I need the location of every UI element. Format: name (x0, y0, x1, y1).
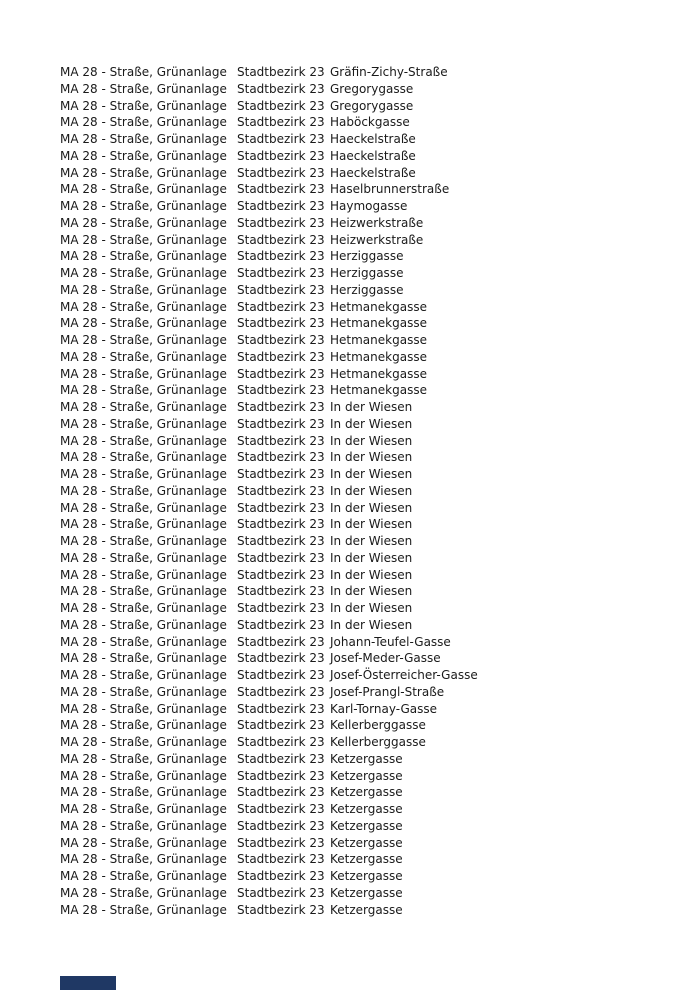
street-name-cell: Ketzergasse (330, 902, 403, 917)
street-name-cell: Gregorygasse (330, 81, 414, 96)
street-row (60, 734, 680, 751)
district-cell: Stadtbezirk 23 (237, 835, 325, 850)
district-cell: Stadtbezirk 23 (237, 584, 325, 599)
district-cell: Stadtbezirk 23 (237, 668, 325, 682)
street-list (60, 64, 680, 918)
department-cell: MA 28 - Straße, Grünanlage (60, 383, 227, 398)
street-row (60, 114, 680, 131)
street-name-cell: Haeckelstraße (330, 148, 416, 163)
street-name-cell: Heizwerkstraße (330, 232, 424, 247)
district-cell: Stadtbezirk 23 (237, 601, 325, 615)
street-row (60, 433, 680, 450)
department-cell: MA 28 - Straße, Grünanlage (60, 182, 227, 197)
street-name-cell: Hetmanekgasse (330, 366, 427, 381)
district-cell: Stadtbezirk 23 (237, 215, 325, 230)
street-row (60, 265, 680, 282)
department-cell: MA 28 - Straße, Grünanlage (60, 483, 227, 498)
district-cell: Stadtbezirk 23 (237, 282, 325, 297)
street-name-cell: Hetmanekgasse (330, 333, 427, 347)
department-cell: MA 28 - Straße, Grünanlage (60, 148, 227, 163)
street-name-cell: In der Wiesen (330, 416, 413, 431)
department-cell: MA 28 - Straße, Grünanlage (60, 299, 227, 314)
department-cell: MA 28 - Straße, Grünanlage (60, 81, 227, 96)
street-name-cell: Ketzergasse (330, 768, 403, 783)
department-cell: MA 28 - Straße, Grünanlage (60, 266, 227, 280)
street-name-cell: Haymogasse (330, 199, 408, 213)
district-cell: Stadtbezirk 23 (237, 433, 325, 448)
street-name-cell: In der Wiesen (330, 500, 413, 515)
department-cell: MA 28 - Straße, Grünanlage (60, 818, 227, 833)
district-cell: Stadtbezirk 23 (237, 81, 325, 96)
street-name-cell: In der Wiesen (330, 567, 413, 582)
department-cell: MA 28 - Straße, Grünanlage (60, 751, 227, 766)
department-cell: MA 28 - Straße, Grünanlage (60, 835, 227, 850)
street-row (60, 851, 680, 868)
street-row (60, 550, 680, 567)
street-row (60, 332, 680, 349)
street-row (60, 98, 680, 115)
department-cell: MA 28 - Straße, Grünanlage (60, 534, 227, 548)
district-cell: Stadtbezirk 23 (237, 550, 325, 565)
department-cell: MA 28 - Straße, Grünanlage (60, 115, 227, 130)
street-name-cell: In der Wiesen (330, 467, 413, 481)
department-cell: MA 28 - Straße, Grünanlage (60, 701, 227, 716)
street-row (60, 868, 680, 885)
district-cell: Stadtbezirk 23 (237, 751, 325, 766)
department-cell: MA 28 - Straße, Grünanlage (60, 416, 227, 431)
street-name-cell: In der Wiesen (330, 534, 413, 548)
department-cell: MA 28 - Straße, Grünanlage (60, 550, 227, 565)
district-cell: Stadtbezirk 23 (237, 182, 325, 197)
street-row (60, 500, 680, 517)
street-name-cell: Ketzergasse (330, 835, 403, 850)
street-name-cell: Kellerberggasse (330, 735, 426, 749)
department-cell: MA 28 - Straße, Grünanlage (60, 885, 227, 900)
district-cell: Stadtbezirk 23 (237, 316, 325, 331)
department-cell: MA 28 - Straße, Grünanlage (60, 735, 227, 749)
district-cell: Stadtbezirk 23 (237, 768, 325, 783)
street-name-cell: In der Wiesen (330, 601, 413, 615)
street-name-cell: Gregorygasse (330, 98, 414, 113)
district-cell: Stadtbezirk 23 (237, 115, 325, 130)
street-row (60, 232, 680, 249)
street-name-cell: Hetmanekgasse (330, 299, 427, 314)
district-cell: Stadtbezirk 23 (237, 165, 325, 180)
district-cell: Stadtbezirk 23 (237, 500, 325, 515)
district-cell: Stadtbezirk 23 (237, 148, 325, 163)
street-row (60, 617, 680, 634)
department-cell: MA 28 - Straße, Grünanlage (60, 98, 227, 113)
street-name-cell: In der Wiesen (330, 433, 413, 448)
street-row (60, 567, 680, 584)
street-name-cell: Ketzergasse (330, 785, 403, 800)
department-cell: MA 28 - Straße, Grünanlage (60, 450, 227, 465)
department-cell: MA 28 - Straße, Grünanlage (60, 132, 227, 146)
department-cell: MA 28 - Straße, Grünanlage (60, 366, 227, 381)
department-cell: MA 28 - Straße, Grünanlage (60, 249, 227, 264)
street-row (60, 148, 680, 165)
department-cell: MA 28 - Straße, Grünanlage (60, 651, 227, 666)
district-cell: Stadtbezirk 23 (237, 718, 325, 733)
district-cell: Stadtbezirk 23 (237, 885, 325, 900)
district-cell: Stadtbezirk 23 (237, 567, 325, 582)
street-row (60, 717, 680, 734)
department-cell: MA 28 - Straße, Grünanlage (60, 768, 227, 783)
street-row (60, 81, 680, 98)
street-row (60, 399, 680, 416)
street-row (60, 181, 680, 198)
street-name-cell: Heizwerkstraße (330, 215, 424, 230)
district-cell: Stadtbezirk 23 (237, 366, 325, 381)
district-cell: Stadtbezirk 23 (237, 299, 325, 314)
district-cell: Stadtbezirk 23 (237, 483, 325, 498)
department-cell: MA 28 - Straße, Grünanlage (60, 165, 227, 180)
street-row (60, 282, 680, 299)
district-cell: Stadtbezirk 23 (237, 684, 325, 699)
district-cell: Stadtbezirk 23 (237, 450, 325, 465)
street-name-cell: Ketzergasse (330, 885, 403, 900)
street-name-cell: Herziggasse (330, 249, 404, 264)
street-row (60, 600, 680, 617)
department-cell: MA 28 - Straße, Grünanlage (60, 869, 227, 883)
street-row (60, 449, 680, 466)
department-cell: MA 28 - Straße, Grünanlage (60, 902, 227, 917)
street-name-cell: Ketzergasse (330, 802, 403, 816)
street-row (60, 684, 680, 701)
street-name-cell: Herziggasse (330, 282, 404, 297)
department-cell: MA 28 - Straße, Grünanlage (60, 232, 227, 247)
footer-bar (60, 976, 116, 990)
department-cell: MA 28 - Straße, Grünanlage (60, 500, 227, 515)
street-name-cell: In der Wiesen (330, 584, 413, 599)
street-row (60, 784, 680, 801)
district-cell: Stadtbezirk 23 (237, 98, 325, 113)
street-name-cell: Hetmanekgasse (330, 349, 427, 364)
street-name-cell: In der Wiesen (330, 550, 413, 565)
street-name-cell: Haböckgasse (330, 115, 410, 130)
department-cell: MA 28 - Straße, Grünanlage (60, 199, 227, 213)
street-row (60, 248, 680, 265)
street-name-cell: Hetmanekgasse (330, 383, 427, 398)
district-cell: Stadtbezirk 23 (237, 132, 325, 146)
department-cell: MA 28 - Straße, Grünanlage (60, 668, 227, 682)
street-row (60, 902, 680, 919)
street-row (60, 215, 680, 232)
street-name-cell: Kellerberggasse (330, 718, 426, 733)
street-name-cell: Haeckelstraße (330, 165, 416, 180)
street-name-cell: Ketzergasse (330, 818, 403, 833)
district-cell: Stadtbezirk 23 (237, 735, 325, 749)
street-name-cell: In der Wiesen (330, 517, 413, 532)
street-name-cell: Josef-Österreicher-Gasse (330, 668, 478, 682)
district-cell: Stadtbezirk 23 (237, 467, 325, 481)
street-row (60, 198, 680, 215)
street-row (60, 818, 680, 835)
district-cell: Stadtbezirk 23 (237, 416, 325, 431)
street-name-cell: In der Wiesen (330, 483, 413, 498)
department-cell: MA 28 - Straße, Grünanlage (60, 65, 227, 79)
district-cell: Stadtbezirk 23 (237, 902, 325, 917)
street-row (60, 64, 680, 81)
district-cell: Stadtbezirk 23 (237, 534, 325, 548)
street-row (60, 516, 680, 533)
district-cell: Stadtbezirk 23 (237, 701, 325, 716)
street-name-cell: Johann-Teufel-Gasse (330, 634, 451, 649)
department-cell: MA 28 - Straße, Grünanlage (60, 349, 227, 364)
district-cell: Stadtbezirk 23 (237, 383, 325, 398)
district-cell: Stadtbezirk 23 (237, 852, 325, 867)
department-cell: MA 28 - Straße, Grünanlage (60, 567, 227, 582)
street-name-cell: Herziggasse (330, 266, 404, 280)
district-cell: Stadtbezirk 23 (237, 785, 325, 800)
district-cell: Stadtbezirk 23 (237, 333, 325, 347)
street-name-cell: Gräfin-Zichy-Straße (330, 65, 448, 79)
street-row (60, 768, 680, 785)
district-cell: Stadtbezirk 23 (237, 634, 325, 649)
district-cell: Stadtbezirk 23 (237, 517, 325, 532)
department-cell: MA 28 - Straße, Grünanlage (60, 282, 227, 297)
street-name-cell: Ketzergasse (330, 751, 403, 766)
street-name-cell: In der Wiesen (330, 400, 413, 414)
street-row (60, 701, 680, 718)
street-name-cell: Haeckelstraße (330, 132, 416, 146)
department-cell: MA 28 - Straße, Grünanlage (60, 333, 227, 347)
department-cell: MA 28 - Straße, Grünanlage (60, 517, 227, 532)
street-name-cell: Karl-Tornay-Gasse (330, 701, 438, 716)
street-name-cell: Ketzergasse (330, 852, 403, 867)
district-cell: Stadtbezirk 23 (237, 199, 325, 213)
street-row (60, 801, 680, 818)
street-name-cell: Josef-Meder-Gasse (330, 651, 441, 666)
department-cell: MA 28 - Straße, Grünanlage (60, 601, 227, 615)
street-name-cell: Ketzergasse (330, 869, 403, 883)
department-cell: MA 28 - Straße, Grünanlage (60, 617, 227, 632)
street-name-cell: Haselbrunnerstraße (330, 182, 450, 197)
street-row (60, 751, 680, 768)
street-row (60, 382, 680, 399)
department-cell: MA 28 - Straße, Grünanlage (60, 215, 227, 230)
street-row (60, 349, 680, 366)
department-cell: MA 28 - Straße, Grünanlage (60, 400, 227, 414)
street-row (60, 466, 680, 483)
department-cell: MA 28 - Straße, Grünanlage (60, 467, 227, 481)
street-row (60, 533, 680, 550)
street-row (60, 165, 680, 182)
street-name-cell: In der Wiesen (330, 450, 413, 465)
department-cell: MA 28 - Straße, Grünanlage (60, 802, 227, 816)
department-cell: MA 28 - Straße, Grünanlage (60, 684, 227, 699)
district-cell: Stadtbezirk 23 (237, 249, 325, 264)
department-cell: MA 28 - Straße, Grünanlage (60, 433, 227, 448)
department-cell: MA 28 - Straße, Grünanlage (60, 718, 227, 733)
department-cell: MA 28 - Straße, Grünanlage (60, 316, 227, 331)
district-cell: Stadtbezirk 23 (237, 349, 325, 364)
street-row (60, 366, 680, 383)
street-row (60, 299, 680, 316)
district-cell: Stadtbezirk 23 (237, 400, 325, 414)
department-cell: MA 28 - Straße, Grünanlage (60, 634, 227, 649)
district-cell: Stadtbezirk 23 (237, 266, 325, 280)
street-row (60, 131, 680, 148)
department-cell: MA 28 - Straße, Grünanlage (60, 785, 227, 800)
department-cell: MA 28 - Straße, Grünanlage (60, 584, 227, 599)
street-row (60, 634, 680, 651)
street-row (60, 315, 680, 332)
street-row (60, 835, 680, 852)
street-name-cell: Josef-Prangl-Straße (330, 684, 445, 699)
street-name-cell: Hetmanekgasse (330, 316, 427, 331)
street-name-cell: In der Wiesen (330, 617, 413, 632)
district-cell: Stadtbezirk 23 (237, 651, 325, 666)
street-row (60, 650, 680, 667)
district-cell: Stadtbezirk 23 (237, 802, 325, 816)
street-row (60, 885, 680, 902)
street-row (60, 583, 680, 600)
district-cell: Stadtbezirk 23 (237, 232, 325, 247)
street-row (60, 667, 680, 684)
street-row (60, 483, 680, 500)
district-cell: Stadtbezirk 23 (237, 869, 325, 883)
district-cell: Stadtbezirk 23 (237, 65, 325, 79)
district-cell: Stadtbezirk 23 (237, 617, 325, 632)
department-cell: MA 28 - Straße, Grünanlage (60, 852, 227, 867)
district-cell: Stadtbezirk 23 (237, 818, 325, 833)
street-row (60, 416, 680, 433)
